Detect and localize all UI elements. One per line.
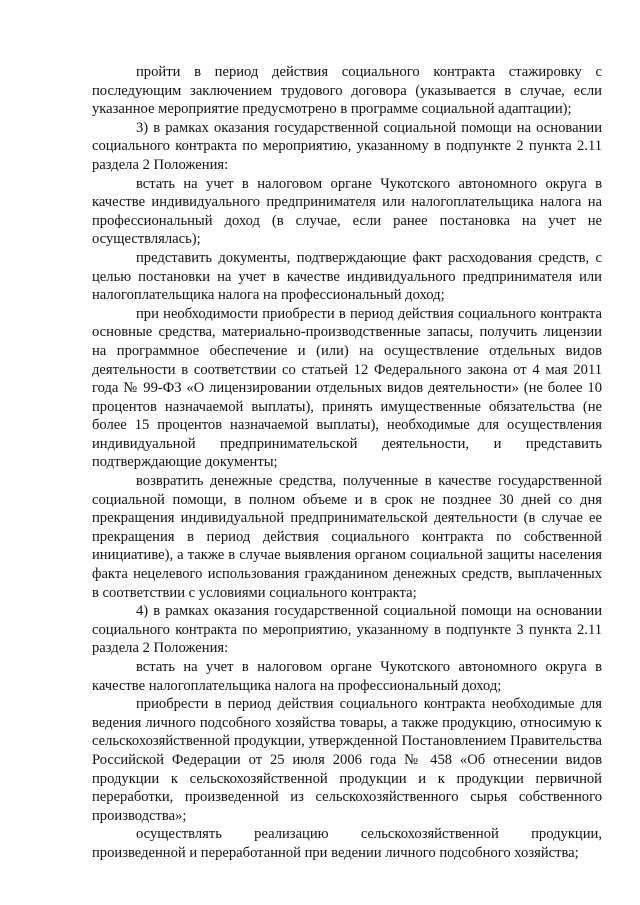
paragraph-item-3: 3) в рамках оказания государственной социальной помощи на основании социального контракта по мероприятию, указанному в подпункте 2 пункта 2.11 раздела 2 Положения: xyxy=(92,119,602,173)
document-body xyxy=(92,63,602,863)
paragraph-refund: возвратить денежные средства, полученные в качестве государственной социальной помощи, в полном объеме и в срок не позднее 30 дней со дня прекращения индивидуальной предпринимательской деятельности (в случае ее прекращения в период действия социального контракта по собственной инициативе), а также в случае выявления органом социальной защиты населения факта нецелевого использования гражданином денежных средств, выплаченных в соответствии с условиями социального контракта; xyxy=(92,473,602,601)
paragraph-internship: пройти в период действия социального контракта стажировку с последующим заключением трудового договора (указывается в случае, если указанное мероприятие предусмотрено в программе социальной адаптации); xyxy=(92,64,602,118)
paragraph-acquire-goods: приобрести в период действия социального контракта необходимые для ведения личного подсобного хозяйства товары, а также продукцию, относимую к сельскохозяйственной продукции, утвержденной Постановлением Правительства Российской Федерации от 25 июля 2006 года № 458 «Об отнесении видов продукции к сельскохозяйственной продукции и к продукции первичной переработки, произведенной из сельскохозяйственного сырья собственного производства»; xyxy=(92,696,602,824)
paragraph-self-employed-registration: встать на учет в налоговом органе Чукотского автономного округа в качестве налогоплательщика налога на профессиональный доход; xyxy=(92,659,602,694)
paragraph-item-4: 4) в рамках оказания государственной социальной помощи на основании социального контракта по мероприятию, указанному в подпункте 3 пункта 2.11 раздела 2 Положения: xyxy=(92,603,602,657)
paragraph-acquire-assets: при необходимости приобрести в период действия социального контракта основные средства, материально-производственные запасы, получить лицензии на программное обеспечение и (или) на осуществление отдельных видов деятельности в соответствии со статьей 12 Федерального закона от 4 мая 2011 года № 99-ФЗ «О лицензировании отдельных видов деятельности» (не более 10 процентов назначаемой выплаты), принять имущественные обязательства (не более 15 процентов назначаемой выплаты), необходимые для осуществления индивидуальной предпринимательской деятельности, и представить подтверждающие документы; xyxy=(92,305,602,471)
paragraph-tax-registration: встать на учет в налоговом органе Чукотского автономного округа в качестве индивидуального предпринимателя или налогоплательщика налога на профессиональный доход (в случае, если ранее постановка на учет не осуществлялась); xyxy=(92,175,602,248)
paragraph-sell-produce: осуществлять реализацию сельскохозяйственной продукции, произведенной и переработанной при ведении личного подсобного хозяйства; xyxy=(92,826,602,861)
paragraph-expense-documents: представить документы, подтверждающие факт расходования средств, с целью постановки на учет в качестве индивидуального предпринимателя или налогоплательщика налога на профессиональный доход; xyxy=(92,249,602,304)
